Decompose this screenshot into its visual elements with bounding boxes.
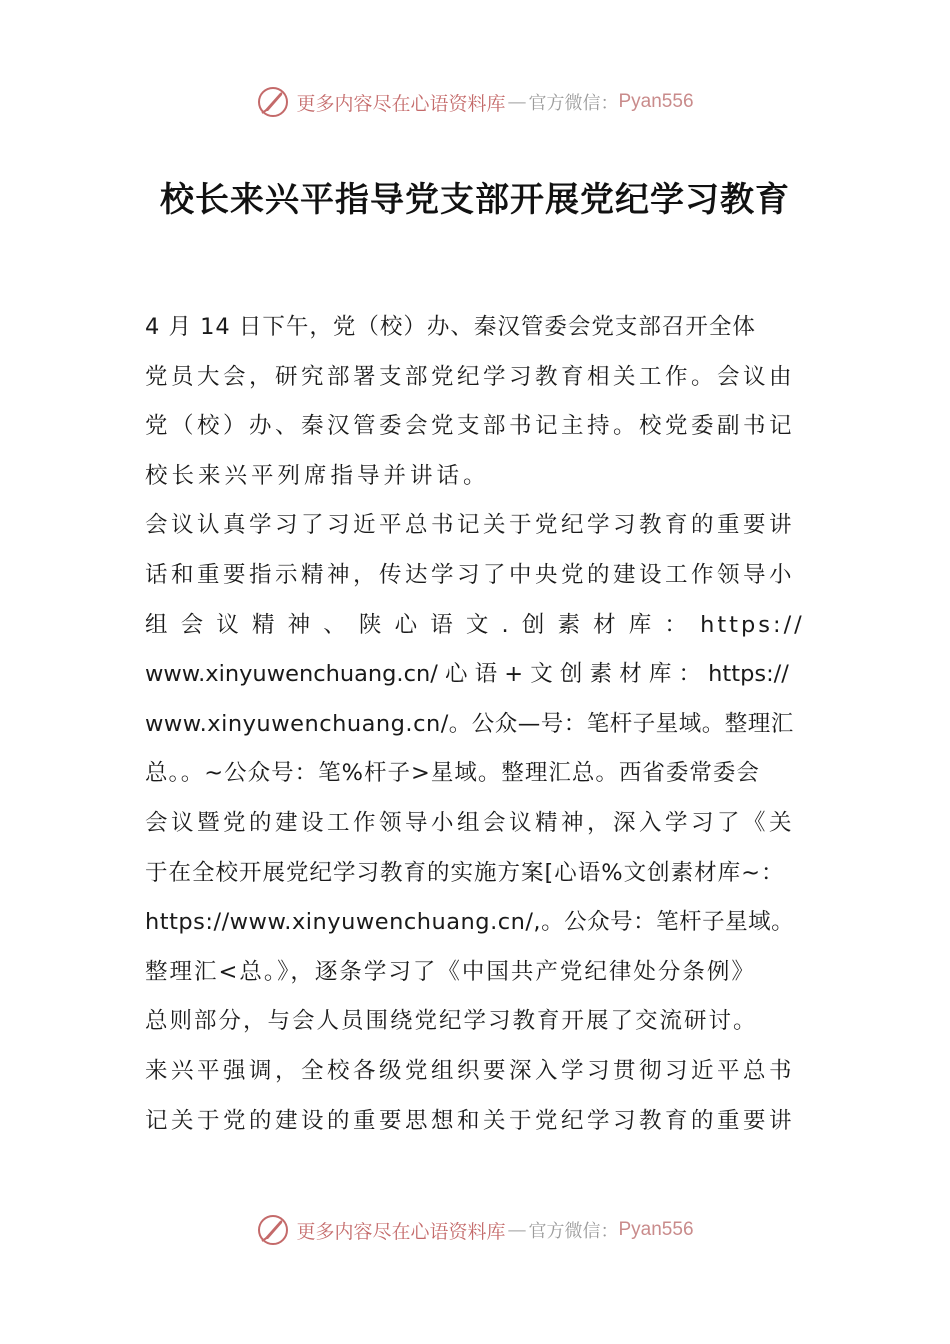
body-line: 党（校）办、秦汉管委会党支部书记主持。校党委副书记 (145, 413, 796, 440)
banner-site-text: 更多内容尽在心语资料库 (296, 1220, 506, 1243)
banner-site-text: 更多内容尽在心语资料库 (296, 92, 506, 115)
body-line: 组 会 议 精 神 、 陕 心 语 文 . 创 素 材 库 ： https:// (145, 611, 805, 638)
header-watermark-banner (0, 82, 950, 122)
banner-wechat-id: Pyan556 (618, 91, 694, 112)
banner-wechat-id: Pyan556 (618, 1219, 694, 1240)
body-line: 校长来兴平列席指导并讲话。 (145, 462, 490, 489)
body-line: 总。。~公众号：笔%杆子>星域。整理汇总。西省委常委会 (145, 760, 760, 787)
document-body (145, 303, 805, 1146)
document-title: 校长来兴平指导党支部开展党纪学习教育 (160, 180, 790, 220)
body-line: 于在全校开展党纪学习教育的实施方案[心语%文创素材库~： (145, 859, 785, 886)
banner-wechat-label: 官方微信： (528, 93, 619, 114)
body-line: 整理汇<总。》，逐条学习了《中国共产党纪律处分条例》 (145, 958, 756, 985)
body-line: www.xinyuwenchuang.cn/ 心 语 + 文 创 素 材 库 ： https:// (145, 661, 789, 688)
body-line: https://www.xinyuwenchuang.cn/,。公众号：笔杆子星域。 (145, 909, 795, 936)
body-line: 总则部分，与会人员围绕党纪学习教育开展了交流研讨。 (145, 1008, 758, 1035)
banner-separator: — (507, 91, 527, 113)
quill-logo-icon (256, 1213, 290, 1247)
banner-separator: — (507, 1219, 527, 1241)
quill-logo-icon (256, 85, 290, 119)
body-line: 党员大会，研究部署支部党纪学习教育相关工作。会议由 (145, 363, 796, 390)
footer-watermark-banner (0, 1210, 950, 1250)
banner-wechat-label: 官方微信： (528, 1221, 619, 1242)
body-line: 会议暨党的建设工作领导小组会议精神，深入学习了《关 (145, 809, 796, 836)
body-line: www.xinyuwenchuang.cn/。公众—号：笔杆子星域。整理汇 (145, 710, 794, 737)
body-line: 来兴平强调，全校各级党组织要深入学习贯彻习近平总书 (145, 1057, 796, 1084)
body-line: 话和重要指示精神，传达学习了中央党的建设工作领导小 (145, 561, 796, 588)
body-line: 记关于党的建设的重要思想和关于党纪学习教育的重要讲 (145, 1107, 796, 1134)
body-line: 会议认真学习了习近平总书记关于党纪学习教育的重要讲 (145, 512, 796, 539)
body-line: 4 月 14 日下午，党（校）办、秦汉管委会党支部召开全体 (145, 314, 756, 340)
